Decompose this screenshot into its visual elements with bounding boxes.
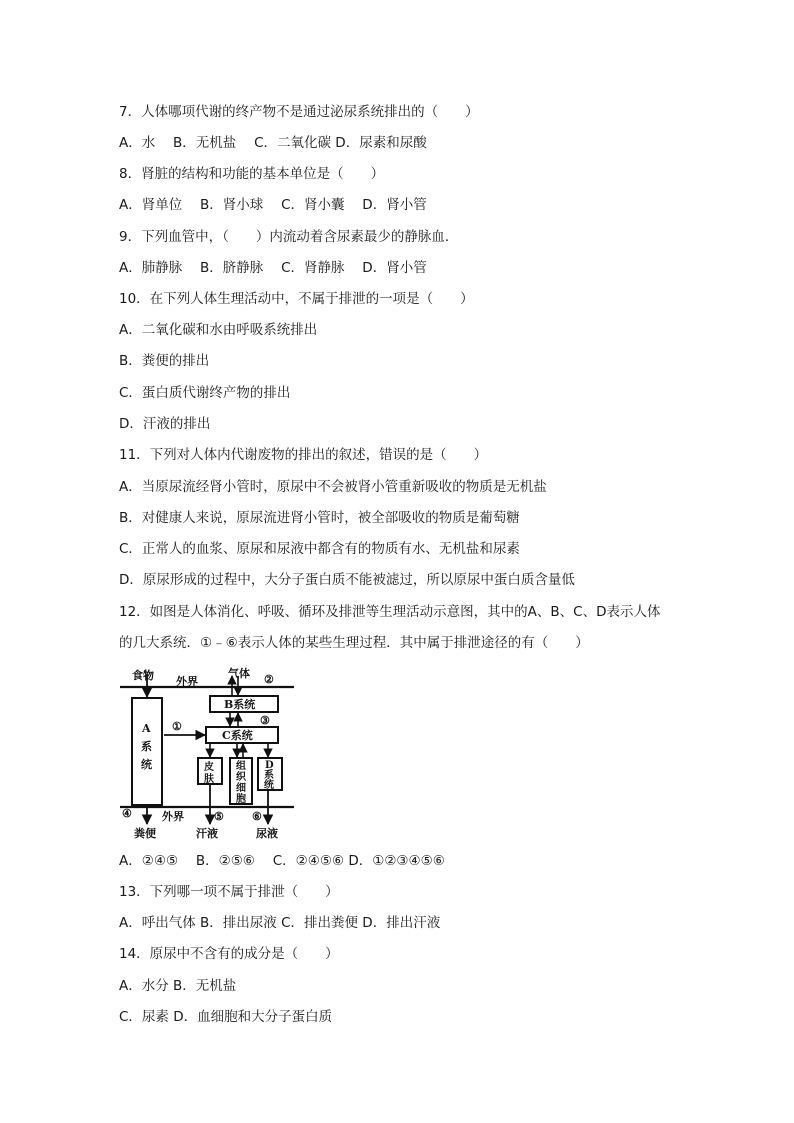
question-7-stem: 7．人体哪项代谢的终产物不是通过泌尿系统排出的（ ） bbox=[119, 104, 479, 120]
question-10-option-b: B．粪便的排出 bbox=[119, 353, 210, 369]
question-13-stem: 13．下列哪一项不属于排泄（ ） bbox=[119, 884, 339, 900]
step-4-label: ④ bbox=[122, 807, 132, 820]
question-10-option-d: D．汗液的排出 bbox=[119, 416, 211, 432]
a-system-label-3: 统 bbox=[141, 758, 152, 771]
question-11-option-b: B．对健康人来说，原尿流进肾小管时，被全部吸收的物质是葡萄糖 bbox=[119, 510, 520, 526]
step-6-label: ⑥ bbox=[252, 810, 262, 823]
step-1-label: ① bbox=[172, 720, 182, 733]
question-8-stem: 8．肾脏的结构和功能的基本单位是（ ） bbox=[119, 166, 385, 182]
sweat-label: 汗液 bbox=[196, 827, 218, 840]
question-11-option-a: A．当原尿流经肾小管时，原尿中不会被肾小管重新吸收的物质是无机盐 bbox=[119, 479, 547, 495]
excretion-diagram bbox=[118, 662, 296, 842]
question-10-option-a: A．二氧化碳和水由呼吸系统排出 bbox=[119, 322, 318, 338]
a-system-label-2: 系 bbox=[141, 740, 152, 753]
question-13-options: A．呼出气体 B．排出尿液 C．排出粪便 D．排出汗液 bbox=[119, 915, 441, 931]
step-2-label: ② bbox=[264, 673, 274, 686]
skin-label-2: 肤 bbox=[204, 774, 214, 785]
d-system-label-2: 系 bbox=[264, 770, 274, 781]
urine-label: 尿液 bbox=[256, 827, 278, 840]
d-system-label-1: D bbox=[265, 760, 274, 771]
question-11-stem: 11．下列对人体内代谢废物的排出的叙述，错误的是（ ） bbox=[119, 447, 488, 463]
question-8-options: A．肾单位 B．肾小球 C．肾小囊 D．肾小管 bbox=[119, 197, 427, 213]
gas-label: 气体 bbox=[228, 667, 250, 680]
feces-label: 粪便 bbox=[134, 827, 156, 840]
question-14-option-ab: A．水分 B．无机盐 bbox=[119, 978, 237, 994]
tissue-label-3: 细 bbox=[236, 783, 246, 794]
tissue-label-2: 织 bbox=[236, 772, 246, 783]
question-12-stem-line-2: 的几大系统．①﹣⑥表示人体的某些生理过程．其中属于排泄途径的有（ ） bbox=[119, 635, 589, 651]
question-9-options: A．肺静脉 B．脐静脉 C．肾静脉 D．肾小管 bbox=[119, 260, 427, 276]
question-11-option-c: C．正常人的血浆、原尿和尿液中都含有的物质有水、无机盐和尿素 bbox=[119, 541, 520, 557]
outside-top-label: 外界 bbox=[176, 675, 198, 688]
skin-label-1: 皮 bbox=[204, 762, 214, 773]
b-system-label: B系统 bbox=[224, 698, 256, 711]
tissue-label-1: 组 bbox=[236, 761, 246, 772]
question-12-stem-line-1: 12．如图是人体消化、呼吸、循环及排泄等生理活动示意图，其中的A、B、C、D表示人体 bbox=[119, 604, 661, 620]
question-14-stem: 14．原尿中不含有的成分是（ ） bbox=[119, 946, 339, 962]
question-14-option-cd: C．尿素 D．血细胞和大分子蛋白质 bbox=[119, 1009, 333, 1025]
tissue-label-4: 胞 bbox=[236, 794, 246, 805]
step-5-label: ⑤ bbox=[214, 810, 224, 823]
excretion-diagram-svg bbox=[118, 662, 296, 842]
a-system-label-1: A bbox=[142, 722, 151, 735]
question-11-option-d: D．原尿形成的过程中，大分子蛋白质不能被滤过，所以原尿中蛋白质含量低 bbox=[119, 572, 575, 588]
question-7-options: A．水 B．无机盐 C．二氧化碳 D．尿素和尿酸 bbox=[119, 135, 427, 151]
food-label: 食物 bbox=[132, 669, 154, 682]
question-9-stem: 9．下列血管中，（ ）内流动着含尿素最少的静脉血． bbox=[119, 229, 459, 245]
d-system-label-3: 统 bbox=[264, 780, 274, 791]
c-system-label: C系统 bbox=[222, 729, 253, 742]
question-10-option-c: C．蛋白质代谢终产物的排出 bbox=[119, 385, 291, 401]
question-10-stem: 10．在下列人体生理活动中，不属于排泄的一项是（ ） bbox=[119, 291, 474, 307]
step-3-label: ③ bbox=[260, 714, 270, 727]
question-12-options: A．②④⑤ B．②⑤⑥ C．②④⑤⑥ D．①②③④⑤⑥ bbox=[119, 853, 445, 869]
outside-bottom-label: 外界 bbox=[162, 810, 184, 823]
